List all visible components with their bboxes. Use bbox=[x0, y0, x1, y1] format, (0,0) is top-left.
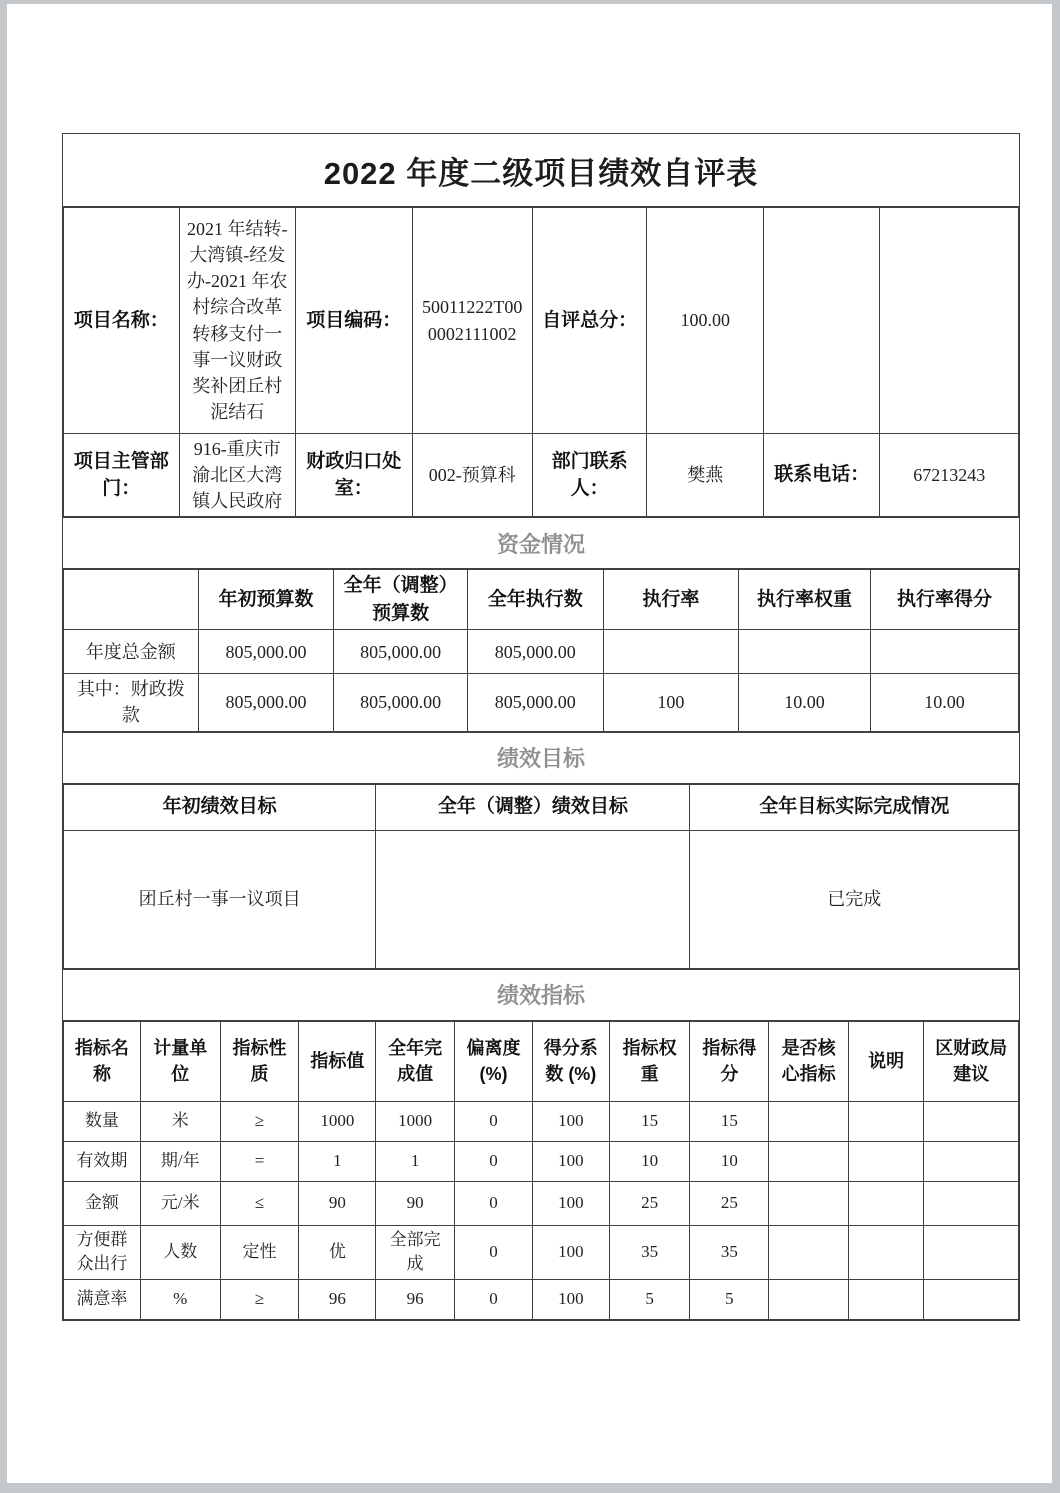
field-label: 项目名称： bbox=[64, 208, 180, 434]
table-cell: 方便群众出行 bbox=[64, 1225, 141, 1279]
table-cell: 已完成 bbox=[690, 830, 1019, 968]
table-cell: 5 bbox=[609, 1279, 690, 1319]
column-header: 指标名称 bbox=[64, 1021, 141, 1101]
field-label: 项目编码： bbox=[296, 208, 413, 434]
table-cell: 100 bbox=[532, 1141, 609, 1181]
table-row bbox=[64, 630, 1019, 674]
table-cell: 年度总金额 bbox=[64, 630, 199, 674]
table-cell: 90 bbox=[376, 1181, 455, 1225]
table-cell: 0 bbox=[455, 1141, 533, 1181]
column-header: 偏离度 (%) bbox=[455, 1021, 533, 1101]
column-header: 全年（调整）绩效目标 bbox=[376, 784, 690, 830]
table-row bbox=[64, 1101, 1019, 1141]
column-header: 说明 bbox=[848, 1021, 923, 1101]
table-cell: 90 bbox=[299, 1181, 376, 1225]
column-header: 全年（调整）预算数 bbox=[334, 570, 468, 630]
goals-table-body bbox=[64, 784, 1019, 968]
table-cell bbox=[870, 630, 1018, 674]
table-cell: 樊燕 bbox=[647, 434, 764, 517]
table-cell bbox=[924, 1141, 1019, 1181]
table-cell: 5 bbox=[690, 1279, 769, 1319]
table-cell: 1 bbox=[299, 1141, 376, 1181]
table-cell bbox=[848, 1141, 923, 1181]
table-cell: 100 bbox=[532, 1101, 609, 1141]
field-label: 项目主管部门： bbox=[64, 434, 180, 517]
table-cell bbox=[848, 1225, 923, 1279]
table-cell: % bbox=[140, 1279, 220, 1319]
table-cell: 15 bbox=[690, 1101, 769, 1141]
table-cell bbox=[848, 1279, 923, 1319]
table-cell: 金额 bbox=[64, 1181, 141, 1225]
table-row bbox=[64, 208, 1019, 434]
indicators-table-body bbox=[64, 1021, 1019, 1319]
table-cell: 805,000.00 bbox=[334, 674, 468, 731]
table-cell: 满意率 bbox=[64, 1279, 141, 1319]
table-cell bbox=[603, 630, 739, 674]
field-label: 部门联系人： bbox=[532, 434, 647, 517]
table-cell: 100 bbox=[603, 674, 739, 731]
table-cell: 人数 bbox=[140, 1225, 220, 1279]
section-title-goals: 绩效目标 bbox=[63, 732, 1019, 784]
header-row bbox=[64, 1021, 1019, 1101]
table-cell: 805,000.00 bbox=[467, 630, 603, 674]
table-cell: 其中：财政拨款 bbox=[64, 674, 199, 731]
table-cell: 96 bbox=[299, 1279, 376, 1319]
table-cell: ≥ bbox=[220, 1279, 299, 1319]
document-page bbox=[7, 4, 1052, 1483]
table-cell: 50011222T000002111002 bbox=[412, 208, 532, 434]
table-cell: 2021 年结转-大湾镇-经发办-2021 年农村综合改革转移支付一事一议财政奖补团丘村泥结石 bbox=[179, 208, 296, 434]
column-header: 是否核心指标 bbox=[769, 1021, 849, 1101]
column-header: 区财政局建议 bbox=[924, 1021, 1019, 1101]
column-header: 指标得分 bbox=[690, 1021, 769, 1101]
table-cell: 定性 bbox=[220, 1225, 299, 1279]
goals-table bbox=[63, 784, 1019, 969]
column-header: 全年目标实际完成情况 bbox=[690, 784, 1019, 830]
table-row bbox=[64, 434, 1019, 517]
table-cell: 数量 bbox=[64, 1101, 141, 1141]
table-cell: 25 bbox=[690, 1181, 769, 1225]
table-cell: 10 bbox=[609, 1141, 690, 1181]
table-cell: 35 bbox=[609, 1225, 690, 1279]
table-cell: 10.00 bbox=[739, 674, 871, 731]
table-cell bbox=[924, 1101, 1019, 1141]
table-row bbox=[64, 1279, 1019, 1319]
table-cell: 1000 bbox=[376, 1101, 455, 1141]
table-cell: 15 bbox=[609, 1101, 690, 1141]
column-header: 得分系数 (%) bbox=[532, 1021, 609, 1101]
table-cell: 805,000.00 bbox=[198, 674, 334, 731]
table-cell bbox=[848, 1101, 923, 1141]
table-cell: 期/年 bbox=[140, 1141, 220, 1181]
table-row bbox=[64, 1181, 1019, 1225]
table-cell: 1000 bbox=[299, 1101, 376, 1141]
table-cell: 0 bbox=[455, 1181, 533, 1225]
column-header: 年初绩效目标 bbox=[64, 784, 376, 830]
column-header: 全年执行数 bbox=[467, 570, 603, 630]
table-cell: 25 bbox=[609, 1181, 690, 1225]
table-cell: 0 bbox=[455, 1279, 533, 1319]
table-cell: 35 bbox=[690, 1225, 769, 1279]
table-row bbox=[64, 1141, 1019, 1181]
table-cell bbox=[739, 630, 871, 674]
evaluation-form bbox=[62, 133, 1020, 1321]
column-header: 指标权重 bbox=[609, 1021, 690, 1101]
table-cell: 0 bbox=[455, 1101, 533, 1141]
table-cell: 100.00 bbox=[647, 208, 764, 434]
column-header: 执行率得分 bbox=[870, 570, 1018, 630]
table-cell: 96 bbox=[376, 1279, 455, 1319]
table-cell: 10 bbox=[690, 1141, 769, 1181]
project-info-body bbox=[64, 208, 1019, 517]
table-cell bbox=[924, 1181, 1019, 1225]
table-cell: 805,000.00 bbox=[467, 674, 603, 731]
table-cell: 67213243 bbox=[880, 434, 1019, 517]
table-cell: 米 bbox=[140, 1101, 220, 1141]
table-row bbox=[64, 1225, 1019, 1279]
column-header: 执行率 bbox=[603, 570, 739, 630]
field-label: 财政归口处室： bbox=[296, 434, 413, 517]
table-cell: 805,000.00 bbox=[334, 630, 468, 674]
table-cell bbox=[769, 1181, 849, 1225]
column-header: 指标值 bbox=[299, 1021, 376, 1101]
table-cell bbox=[376, 830, 690, 968]
table-cell bbox=[769, 1279, 849, 1319]
column-header: 全年完成值 bbox=[376, 1021, 455, 1101]
column-header: 计量单位 bbox=[140, 1021, 220, 1101]
table-cell: = bbox=[220, 1141, 299, 1181]
document-title: 2022 年度二级项目绩效自评表 bbox=[63, 134, 1019, 207]
table-cell bbox=[769, 1101, 849, 1141]
table-cell bbox=[848, 1181, 923, 1225]
funding-table bbox=[63, 569, 1019, 731]
column-header: 指标性质 bbox=[220, 1021, 299, 1101]
table-cell: ≥ bbox=[220, 1101, 299, 1141]
column-header: 年初预算数 bbox=[198, 570, 334, 630]
table-cell: ≤ bbox=[220, 1181, 299, 1225]
table-cell bbox=[924, 1225, 1019, 1279]
column-header bbox=[64, 570, 199, 630]
funding-table-body bbox=[64, 570, 1019, 731]
section-title-funding: 资金情况 bbox=[63, 517, 1019, 569]
table-cell: 0 bbox=[455, 1225, 533, 1279]
table-cell bbox=[769, 1141, 849, 1181]
table-row bbox=[64, 674, 1019, 731]
table-cell: 100 bbox=[532, 1225, 609, 1279]
field-label: 联系电话： bbox=[763, 434, 880, 517]
table-row bbox=[64, 830, 1019, 968]
field-label: 自评总分： bbox=[532, 208, 647, 434]
table-cell: 10.00 bbox=[870, 674, 1018, 731]
table-cell: 805,000.00 bbox=[198, 630, 334, 674]
table-cell: 002-预算科 bbox=[412, 434, 532, 517]
table-cell bbox=[880, 208, 1019, 434]
table-cell: 元/米 bbox=[140, 1181, 220, 1225]
table-cell: 100 bbox=[532, 1181, 609, 1225]
table-cell bbox=[924, 1279, 1019, 1319]
table-cell: 100 bbox=[532, 1279, 609, 1319]
table-cell: 团丘村一事一议项目 bbox=[64, 830, 376, 968]
column-header: 执行率权重 bbox=[739, 570, 871, 630]
indicators-table bbox=[63, 1021, 1019, 1320]
table-cell: 1 bbox=[376, 1141, 455, 1181]
table-cell: 有效期 bbox=[64, 1141, 141, 1181]
table-cell bbox=[763, 208, 880, 434]
header-row bbox=[64, 784, 1019, 830]
section-title-indicators: 绩效指标 bbox=[63, 969, 1019, 1021]
table-cell: 优 bbox=[299, 1225, 376, 1279]
table-cell bbox=[769, 1225, 849, 1279]
table-cell: 全部完成 bbox=[376, 1225, 455, 1279]
table-cell: 916-重庆市渝北区大湾镇人民政府 bbox=[179, 434, 296, 517]
header-row bbox=[64, 570, 1019, 630]
project-info-table bbox=[63, 207, 1019, 517]
